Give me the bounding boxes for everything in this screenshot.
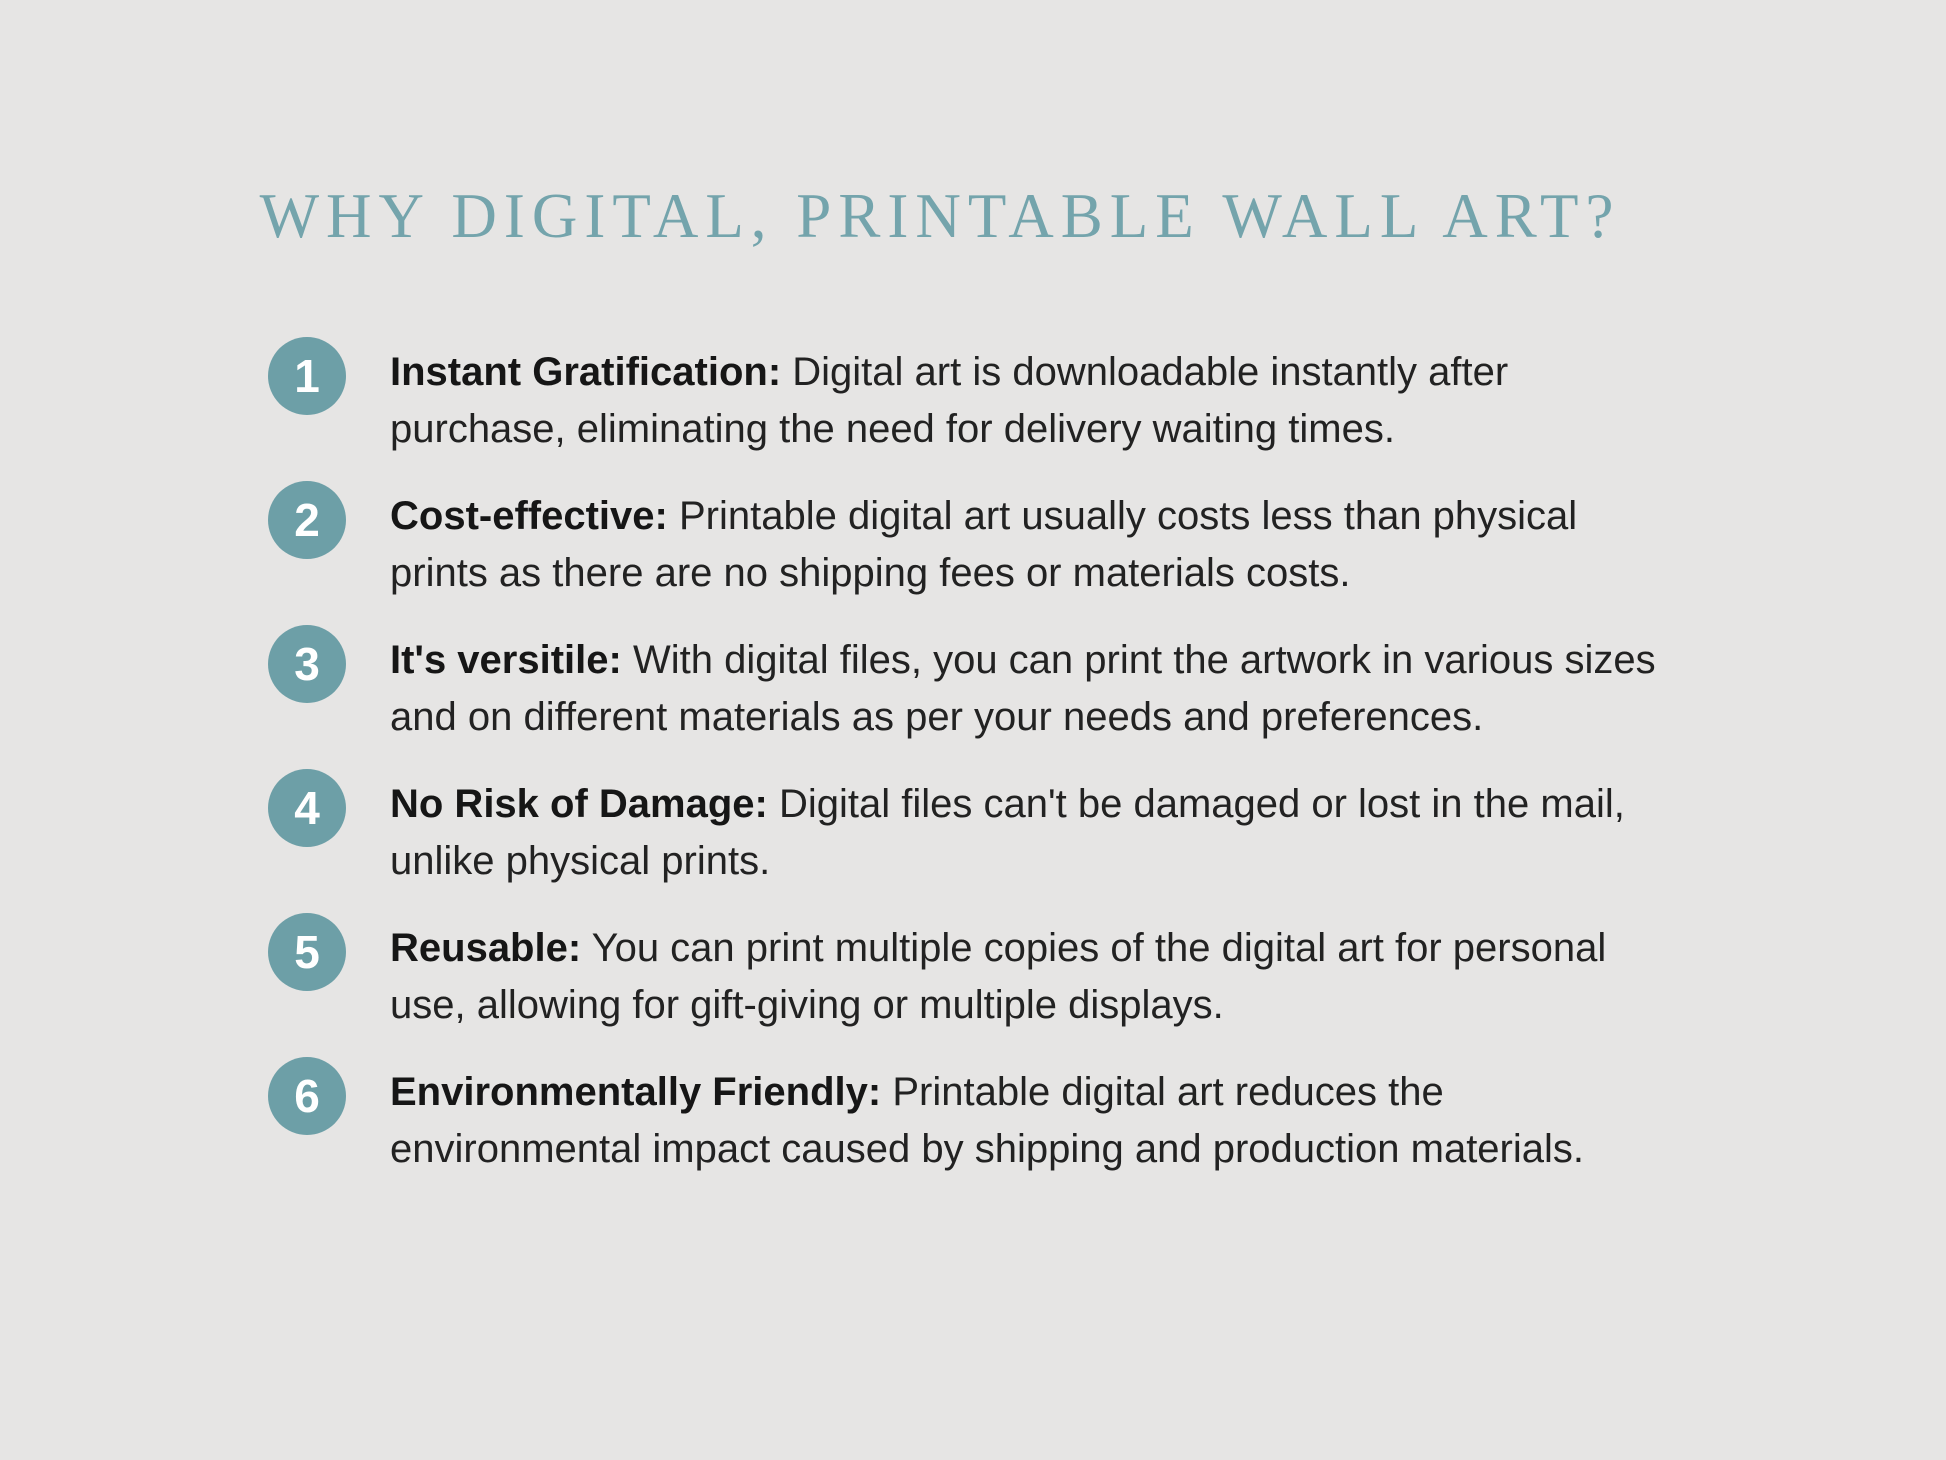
list-item <box>268 1064 1688 1178</box>
item-description: Printable digital art reduces the environmental impact caused by shipping and production materials. <box>390 1070 1585 1171</box>
item-number-badge <box>268 769 346 847</box>
item-number: 3 <box>294 638 320 690</box>
item-text <box>390 344 1660 458</box>
item-number: 6 <box>294 1070 320 1122</box>
item-text <box>390 1064 1660 1178</box>
list-item <box>268 344 1688 458</box>
item-label: Environmentally Friendly: <box>390 1070 882 1114</box>
item-text <box>390 632 1660 746</box>
item-number-badge <box>268 1057 346 1135</box>
item-description: You can print multiple copies of the digital art for personal use, allowing for gift-giving or multiple displays. <box>390 926 1607 1027</box>
list-item <box>268 488 1688 602</box>
item-text <box>390 920 1660 1034</box>
item-label: It's versitile: <box>390 638 622 682</box>
item-description: Digital files can't be damaged or lost in the mail, unlike physical prints. <box>390 782 1625 883</box>
page-title: WHY DIGITAL, PRINTABLE WALL ART? <box>259 181 1621 252</box>
item-number-badge <box>268 337 346 415</box>
benefits-list <box>268 344 1688 1208</box>
item-text <box>390 488 1660 602</box>
item-number-badge <box>268 913 346 991</box>
list-item <box>268 776 1688 890</box>
item-label: Instant Gratification: <box>390 350 782 394</box>
item-description: Printable digital art usually costs less than physical prints as there are no shipping fees or materials costs. <box>390 494 1578 595</box>
item-label: Cost-effective: <box>390 494 668 538</box>
list-item <box>268 920 1688 1034</box>
item-description: With digital files, you can print the artwork in various sizes and on different materials as per your needs and preferences. <box>390 638 1656 739</box>
item-number: 2 <box>294 494 320 546</box>
item-number: 4 <box>294 782 320 834</box>
list-item <box>268 632 1688 746</box>
item-label: Reusable: <box>390 926 582 970</box>
item-number: 1 <box>294 350 320 402</box>
item-number-badge <box>268 625 346 703</box>
item-description: Digital art is downloadable instantly after purchase, eliminating the need for delivery waiting times. <box>390 350 1509 451</box>
item-number-badge <box>268 481 346 559</box>
item-number: 5 <box>294 926 320 978</box>
item-text <box>390 776 1660 890</box>
item-label: No Risk of Damage: <box>390 782 768 826</box>
